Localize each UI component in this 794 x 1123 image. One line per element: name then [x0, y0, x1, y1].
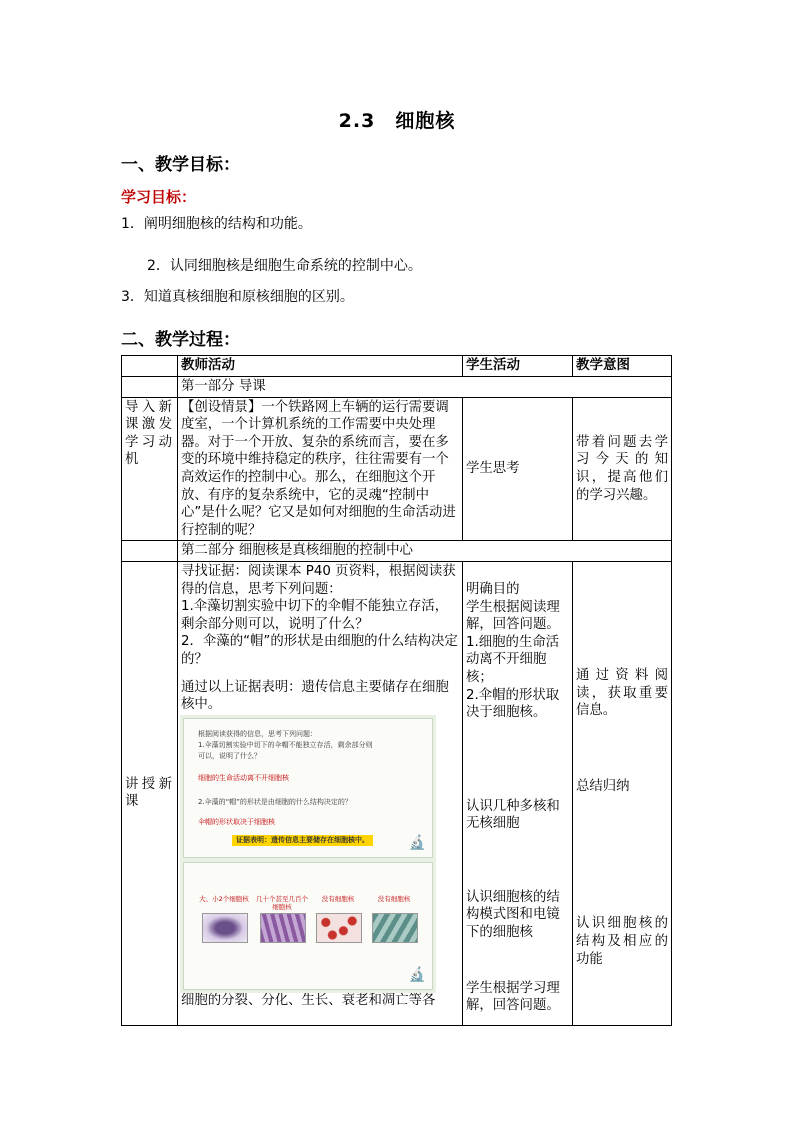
- section-heading-process: 二、教学过程：: [121, 330, 240, 350]
- teacher-question-2: 2．伞藻的“帽”的形状是由细胞的什么结构决定的？: [181, 634, 458, 667]
- student-read: 学生根据阅读理解，回答问题。: [466, 599, 560, 633]
- microscope-icon-2: 🔬: [408, 967, 426, 984]
- teacher-continuation: 细胞的分裂、分化、生长、衰老和凋亡等各: [181, 992, 436, 1008]
- cell-image-paramecium: [202, 913, 248, 943]
- student-structure: 认识细胞核的结构模式图和电镜下的细胞核: [466, 889, 560, 941]
- slide-line-1: 根据阅读获得的信息，思考下列问题：: [198, 729, 317, 738]
- intro-label: 导入新课激发学习动机: [122, 397, 178, 541]
- lecture-intent: [573, 561, 672, 1025]
- teacher-question-1: 1.伞藻切割实验中切下的伞帽不能独立存活，剩余部分则可以，说明了什么？: [181, 599, 449, 632]
- lesson-table: [121, 355, 672, 1026]
- lecture-teacher: [178, 561, 463, 1025]
- lecture-label: 讲授新课: [122, 561, 178, 1025]
- header-blank: [122, 356, 178, 377]
- intro-intent: 带着问题去学习今天的知识，提高他们的学习兴趣。: [573, 397, 672, 541]
- lecture-row: [122, 561, 672, 1025]
- intent-reading: 通过资料阅读，获取重要信息。: [576, 667, 668, 719]
- lecture-student: [463, 561, 573, 1025]
- cell-label-2: 几十个甚至几百个细胞核: [256, 894, 308, 911]
- intent-summary: 总结归纳: [576, 778, 630, 794]
- part2-row: [122, 541, 672, 562]
- header-student: 学生活动: [463, 356, 573, 377]
- teacher-conclusion: 通过以上证据表明：遗传信息主要储存在细胞核中。: [181, 679, 449, 713]
- intro-row: [122, 397, 672, 541]
- student-answer-3: 学生根据学习理解，回答问题。: [466, 980, 560, 1014]
- objective-3: 3．知道真核细胞和原核细胞的区别。: [121, 289, 354, 305]
- cell-label-1: 大、小2个细胞核: [199, 894, 249, 903]
- intent-structure: 认识细胞核的结构及相应的功能: [576, 916, 668, 967]
- intro-teacher: 【创设情景】一个铁路网上车辆的运行需要调度室，一个计算机系统的工作需要中央处理器。对于一个开放、复杂的系统而言，要在多变的环境中维持稳定的秩序，往往需要有一个高效运作的控制中心。那么，在细胞这个开放、有序的复杂系统中，它的灵魂“控制中心”是什么呢？它又是如何对细胞的生命活动进行控制的呢？: [178, 397, 463, 541]
- slide-line-3: 可以，说明了什么？: [198, 751, 261, 760]
- slide-answer-2: 伞帽的形状取决于细胞核: [198, 817, 275, 826]
- part1-row: [122, 377, 672, 398]
- slide-answer-1: 细胞的生命活动离不开细胞核: [198, 773, 289, 782]
- cell-label-3: 没有细胞核: [321, 894, 355, 903]
- cell-image-sieve-tube: [372, 913, 418, 943]
- teacher-evidence-text: 寻找证据：阅读课本 P40 页资料，根据阅读获得的信息，思考下列问题：: [181, 563, 456, 597]
- intro-student: 学生思考: [463, 397, 573, 541]
- header-teacher: 教师活动: [178, 356, 463, 377]
- objective-1: 1．阐明细胞核的结构和功能。: [121, 216, 312, 232]
- page-title: 2.3 细胞核: [338, 110, 456, 132]
- student-answer-2: 2.伞帽的形状取决于细胞核。: [466, 687, 560, 721]
- slide-image-questions: [183, 718, 433, 858]
- slide-evidence-box: 证据表明：遗传信息主要储存在细胞核中。: [232, 835, 373, 846]
- cell-image-blood: [316, 913, 362, 943]
- student-cells: 认识几种多核和无核细胞: [466, 798, 560, 832]
- cell-image-muscle: [260, 913, 306, 943]
- table-header-row: [122, 356, 672, 377]
- header-intent: 教学意图: [573, 356, 672, 377]
- part2-label: 第二部分 细胞核是真核细胞的控制中心: [178, 541, 672, 562]
- part1-label: 第一部分 导课: [178, 377, 672, 398]
- cell-label-4: 没有细胞核: [377, 894, 411, 903]
- student-answer-1: 1.细胞的生命活动离不开细胞核；: [466, 634, 560, 685]
- microscope-icon: 🔬: [408, 835, 426, 852]
- objective-2: 2．认同细胞核是细胞生命系统的控制中心。: [147, 258, 422, 274]
- slide-line-2: 1.伞藻切割实验中切下的伞帽不能独立存活，剩余部分则: [198, 740, 373, 749]
- slide-line-4: 2.伞藻的“帽”的形状是由细胞的什么结构决定的？: [198, 797, 352, 806]
- student-goal: 明确目的: [466, 581, 520, 597]
- objectives-heading: 学习目标：: [121, 188, 197, 206]
- section-heading-objectives: 一、教学目标：: [121, 155, 240, 175]
- slide-image-cells: [183, 862, 433, 990]
